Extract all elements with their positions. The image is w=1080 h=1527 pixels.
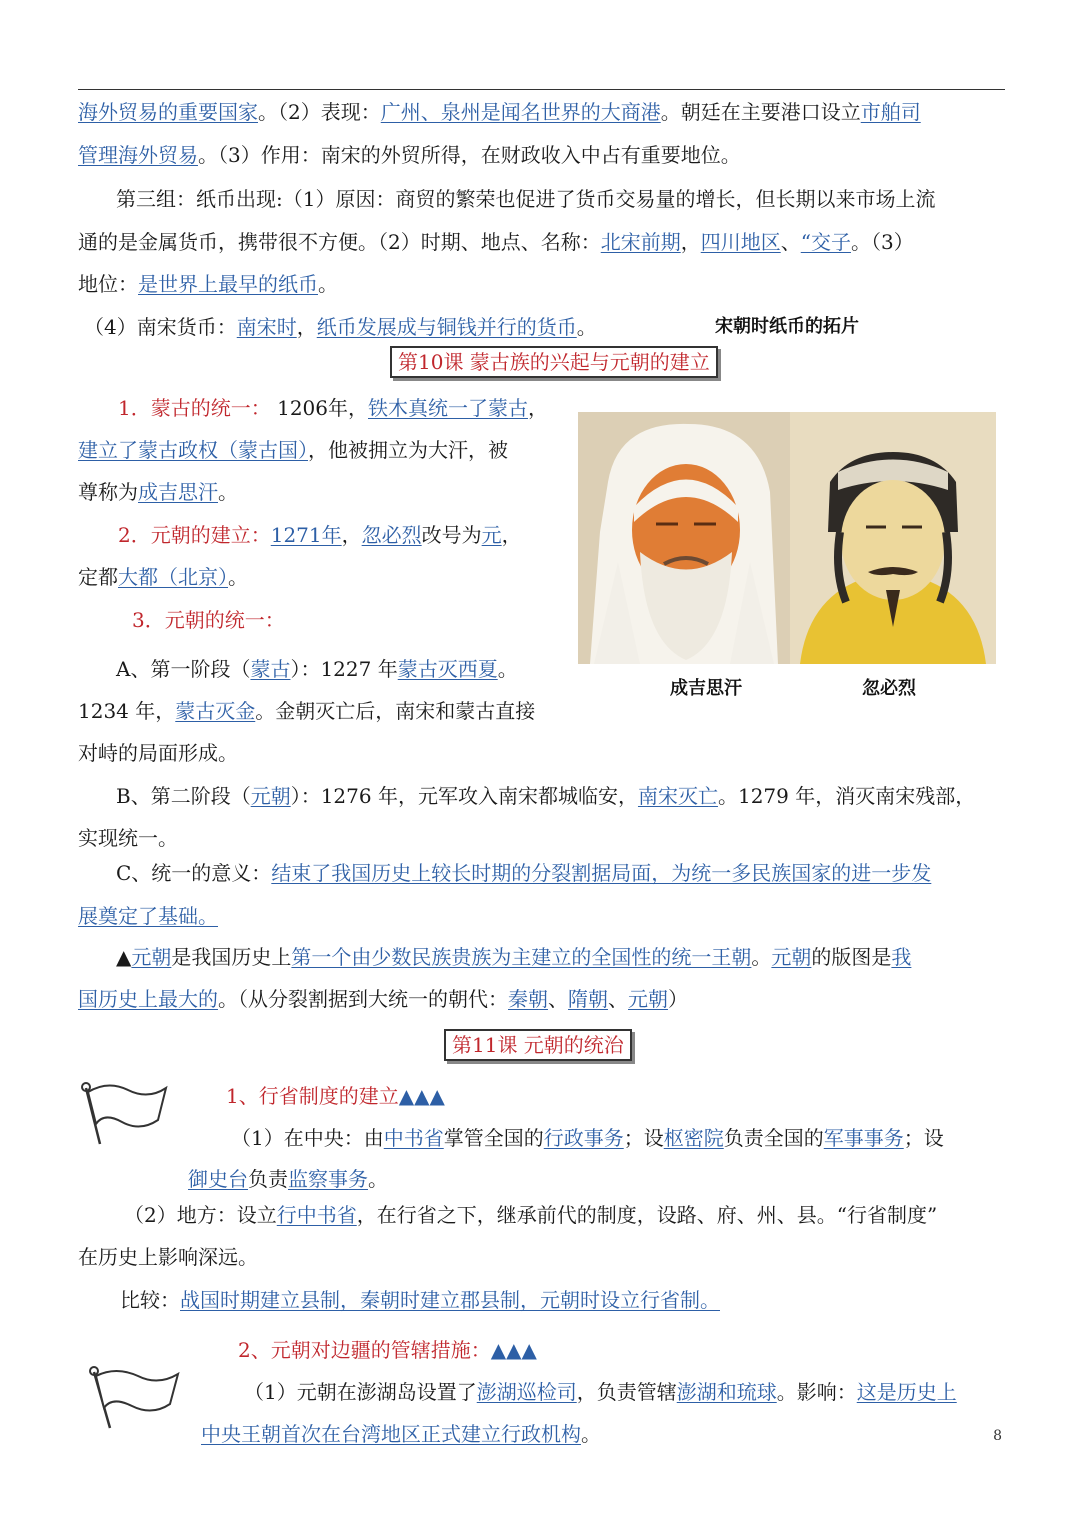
page-number: 8 [993, 1428, 1002, 1444]
text-line: 建立了蒙古政权（蒙古国），他被拥立为大汗，被 [78, 438, 508, 462]
key-term: 广州、泉州是闻名世界的大商港 [380, 100, 661, 124]
text-line: 展奠定了基础。 [78, 904, 218, 928]
text-line: C、统一的意义：结束了我国历史上较长时期的分裂割据局面，为统一多民族国家的进一步发 [116, 861, 932, 885]
lesson-title: 第11课 元朝的统治 [444, 1029, 632, 1061]
text-line: （2）地方：设立行中书省，在行省之下，继承前代的制度，设路、府、州、县。“行省制度” [124, 1203, 938, 1227]
text-line: 尊称为成吉思汗。 [78, 480, 238, 504]
section-heading: 2、元朝对边疆的管辖措施：▲▲▲ [238, 1338, 537, 1362]
key-term: 管理海外贸易 [78, 143, 198, 167]
section-heading: 3．元朝的统一： [132, 608, 285, 632]
genghis-khan-portrait [578, 412, 790, 664]
text-line: 管理海外贸易。（3）作用：南宋的外贸所得，在财政收入中占有重要地位。 [78, 143, 741, 167]
text-line: A、第一阶段（蒙古）：1227 年蒙古灭西夏。 [116, 657, 518, 681]
portrait-image [790, 412, 996, 664]
flag-icon [78, 1078, 170, 1148]
flag-icon [82, 1366, 182, 1430]
text-line: B、第二阶段（元朝）：1276 年，元军攻入南宋都城临安，南宋灭亡。1279 年，消灭南宋残部， [116, 784, 976, 808]
text-line: 定都大都（北京）。 [78, 565, 248, 589]
text-line: 地位：是世界上最早的纸币。 [78, 272, 338, 296]
text-line: 在历史上影响深远。 [78, 1245, 258, 1269]
text-line: 通的是金属货币，携带很不方便。（2）时期、地点、名称：北宋前期，四川地区、“交子。（3） [78, 230, 914, 254]
section-heading: 1．蒙古的统一： 1206年，铁木真统一了蒙古， [118, 396, 548, 420]
key-term: 市舶司 [860, 100, 921, 124]
key-term: 海外贸易的重要国家 [78, 100, 258, 124]
section-heading: 2．元朝的建立：1271年，忽必烈改号为元， [118, 523, 522, 547]
text-line: （1）在中央：由中书省掌管全国的行政事务；设枢密院负责全国的军事事务；设 [231, 1126, 944, 1150]
text-line: 海外贸易的重要国家。（2）表现：广州、泉州是闻名世界的大商港。朝廷在主要港口设立市舶司 [78, 100, 921, 124]
text-line: （4）南宋货币：南宋时，纸币发展成与铜钱并行的货币。 [84, 315, 597, 339]
text-line: 第三组：纸币出现:（1）原因：商贸的繁荣也促进了货币交易量的增长，但长期以来市场上流 [116, 187, 936, 211]
text-line: 1234 年，蒙古灭金。金朝灭亡后，南宋和蒙古直接 [78, 699, 536, 723]
portrait-image [578, 412, 790, 664]
text-line: 中央王朝首次在台湾地区正式建立行政机构。 [201, 1422, 601, 1446]
text-line: ▲元朝是我国历史上第一个由少数民族贵族为主建立的全国性的统一王朝。元朝的版图是我 [116, 945, 912, 969]
text-line: （1）元朝在澎湖岛设置了澎湖巡检司，负责管辖澎湖和琉球。影响：这是历史上 [244, 1380, 957, 1404]
comparison-line: 比较：战国时期建立县制，秦朝时建立郡县制，元朝时设立行省制。 [120, 1288, 720, 1312]
lesson-title: 第10课 蒙古族的兴起与元朝的建立 [390, 346, 718, 378]
text-line: 对峙的局面形成。 [78, 741, 238, 765]
top-rule [78, 89, 1005, 90]
importance-triangles: ▲▲▲ [490, 1338, 537, 1362]
figure-caption: 宋朝时纸币的拓片 [715, 316, 859, 337]
text-line: 御史台负责监察事务。 [188, 1167, 388, 1191]
text-line: 实现统一。 [78, 826, 178, 850]
text-line: 国历史上最大的。（从分裂割据到大统一的朝代：秦朝、隋朝、元朝） [78, 987, 688, 1011]
importance-triangles: ▲▲▲ [398, 1084, 445, 1108]
figure-caption: 成吉思汗 [670, 678, 742, 699]
section-heading: 1、行省制度的建立▲▲▲ [226, 1084, 445, 1108]
kublai-khan-portrait [790, 412, 996, 664]
figure-caption: 忽必烈 [862, 678, 916, 699]
